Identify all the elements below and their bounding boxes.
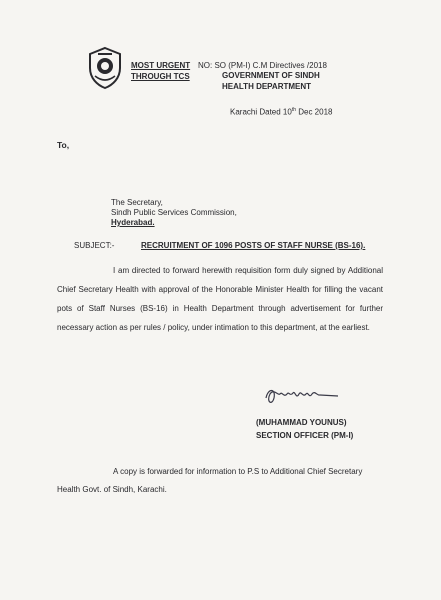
- subject-label: SUBJECT:-: [74, 241, 115, 250]
- government-seal-icon: [86, 46, 124, 90]
- signatory-name: (MUHAMMAD YOUNUS): [256, 418, 347, 427]
- reference-number: NO: SO (PM-I) C.M Directives /2018: [198, 61, 327, 70]
- letter-date: Karachi Dated 10th Dec 2018: [230, 107, 333, 117]
- body-paragraph: I am directed to forward herewith requisition form duly signed by Additional Chief Secretary Health with approval of the Honorable Minister Health for filling the vacant pots of Staff Nurses (BS-16) in Health Department through advertisement for further necessary action as per rules / policy, under intimation to this department, at the earliest.: [57, 266, 383, 332]
- recipient-address: The Secretary, Sindh Public Services Commission, Hyderabad.: [111, 198, 237, 227]
- subject-text: RECRUITMENT OF 1096 POSTS OF STAFF NURSE (BS-16).: [141, 241, 366, 250]
- handwritten-signature-icon: [262, 382, 342, 410]
- copy-forwarded-note: A copy is forwarded for information to P.S to Additional Chief Secretary Health Govt. of Sindh, Karachi.: [57, 467, 363, 494]
- signatory-block: [256, 416, 353, 442]
- urgent-notice: MOST URGENT THROUGH TCS: [131, 61, 191, 81]
- signatory-title: SECTION OFFICER (PM-I): [256, 431, 354, 440]
- salutation: To,: [57, 140, 70, 150]
- department-heading: GOVERNMENT OF SINDH HEALTH DEPARTMENT: [222, 71, 320, 91]
